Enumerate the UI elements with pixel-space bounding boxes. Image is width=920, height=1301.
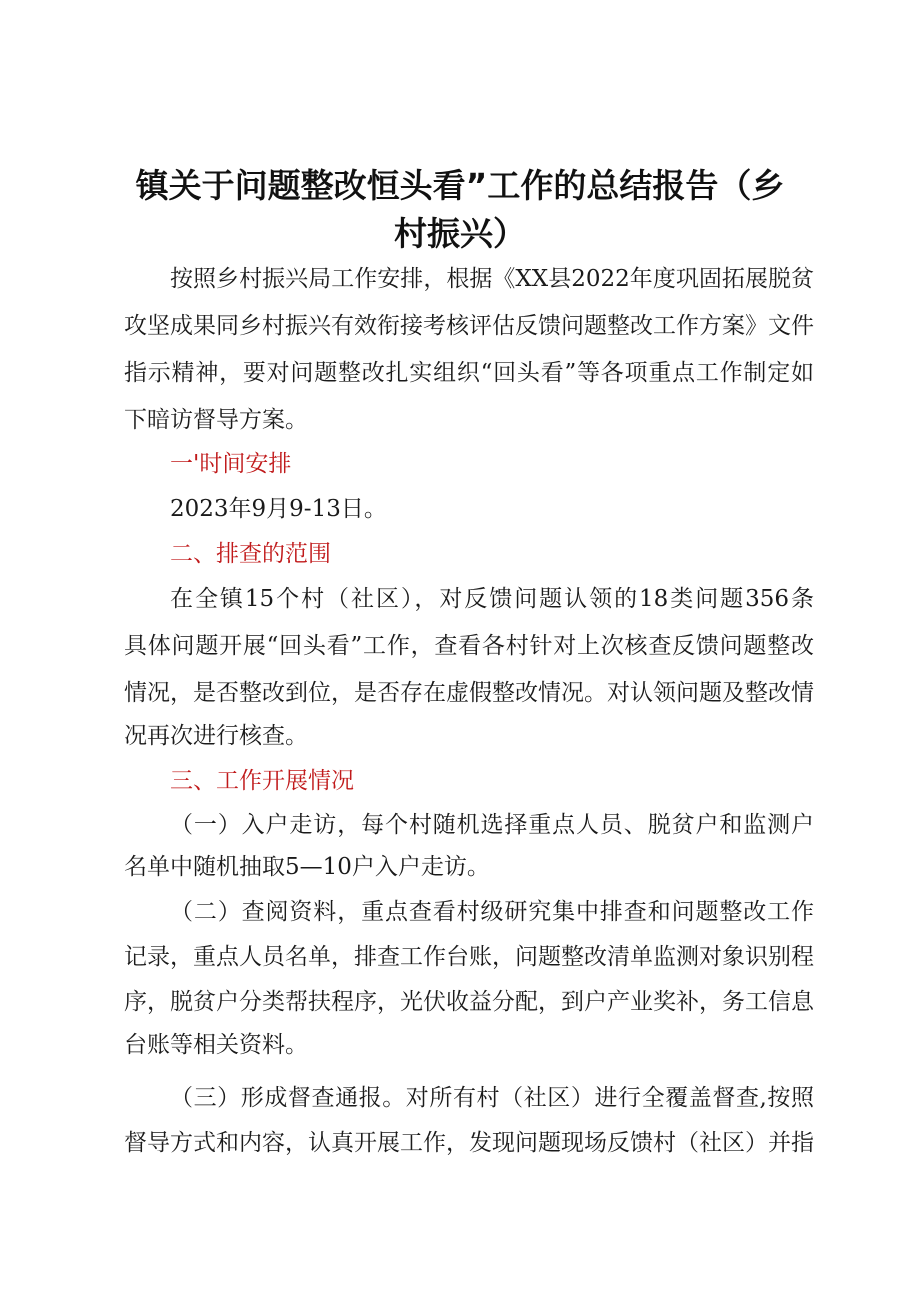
document-title-line-1: 镇关于问题整改恒头看”工作的总结报告（乡 [135,166,785,205]
scope-line: 在全镇15个村（社区），对反馈问题认领的18类问题356条 [170,586,814,612]
schedule-date: 2023年9月9-13日。 [170,496,387,522]
intro-line: 攻坚成果同乡村振兴有效衔接考核评估反馈问题整改工作方案》文件 [124,313,814,339]
intro-line: 指示精神，要对问题整改扎实组织“回头看”等各项重点工作制定如 [124,360,814,386]
section-heading-schedule: 一'时间安排 [170,451,292,477]
work-item-2-line: （二）查阅资料，重点查看村级研究集中排查和问题整改工作 [170,899,814,925]
work-item-2-line: 序，脱贫户分类帮扶程序，光伏收益分配，到户产业奖补，务工信息 [124,989,814,1015]
scope-line: 况再次进行核查。 [124,723,308,749]
document-title-line-2: 村振兴） [394,214,526,253]
scope-line: 具体问题开展“回头看”工作，查看各村针对上次核查反馈问题整改 [124,633,814,659]
section-heading-scope: 二、排查的范围 [170,541,331,567]
work-item-1-line: 名单中随机抽取5—10户入户走访。 [124,854,490,880]
section-heading-work: 三、工作开展情况 [170,768,354,794]
work-item-1-line: （一）入户走访，每个村随机选择重点人员、脱贫户和监测户 [170,812,814,838]
work-item-3-line: （三）形成督查通报。对所有村（社区）进行全覆盖督查,按照 [170,1085,814,1111]
intro-line: 按照乡村振兴局工作安排，根据《XX县2022年度巩固拓展脱贫 [170,266,814,292]
work-item-2-line: 记录，重点人员名单，排查工作台账，问题整改清单监测对象识别程 [124,944,814,970]
scope-line: 情况，是否整改到位，是否存在虚假整改情况。对认领问题及整改情 [124,680,814,706]
work-item-3-line: 督导方式和内容，认真开展工作，发现问题现场反馈村（社区）并指 [124,1130,814,1156]
intro-line: 下暗访督导方案。 [124,407,308,433]
work-item-2-line: 台账等相关资料。 [124,1032,308,1058]
